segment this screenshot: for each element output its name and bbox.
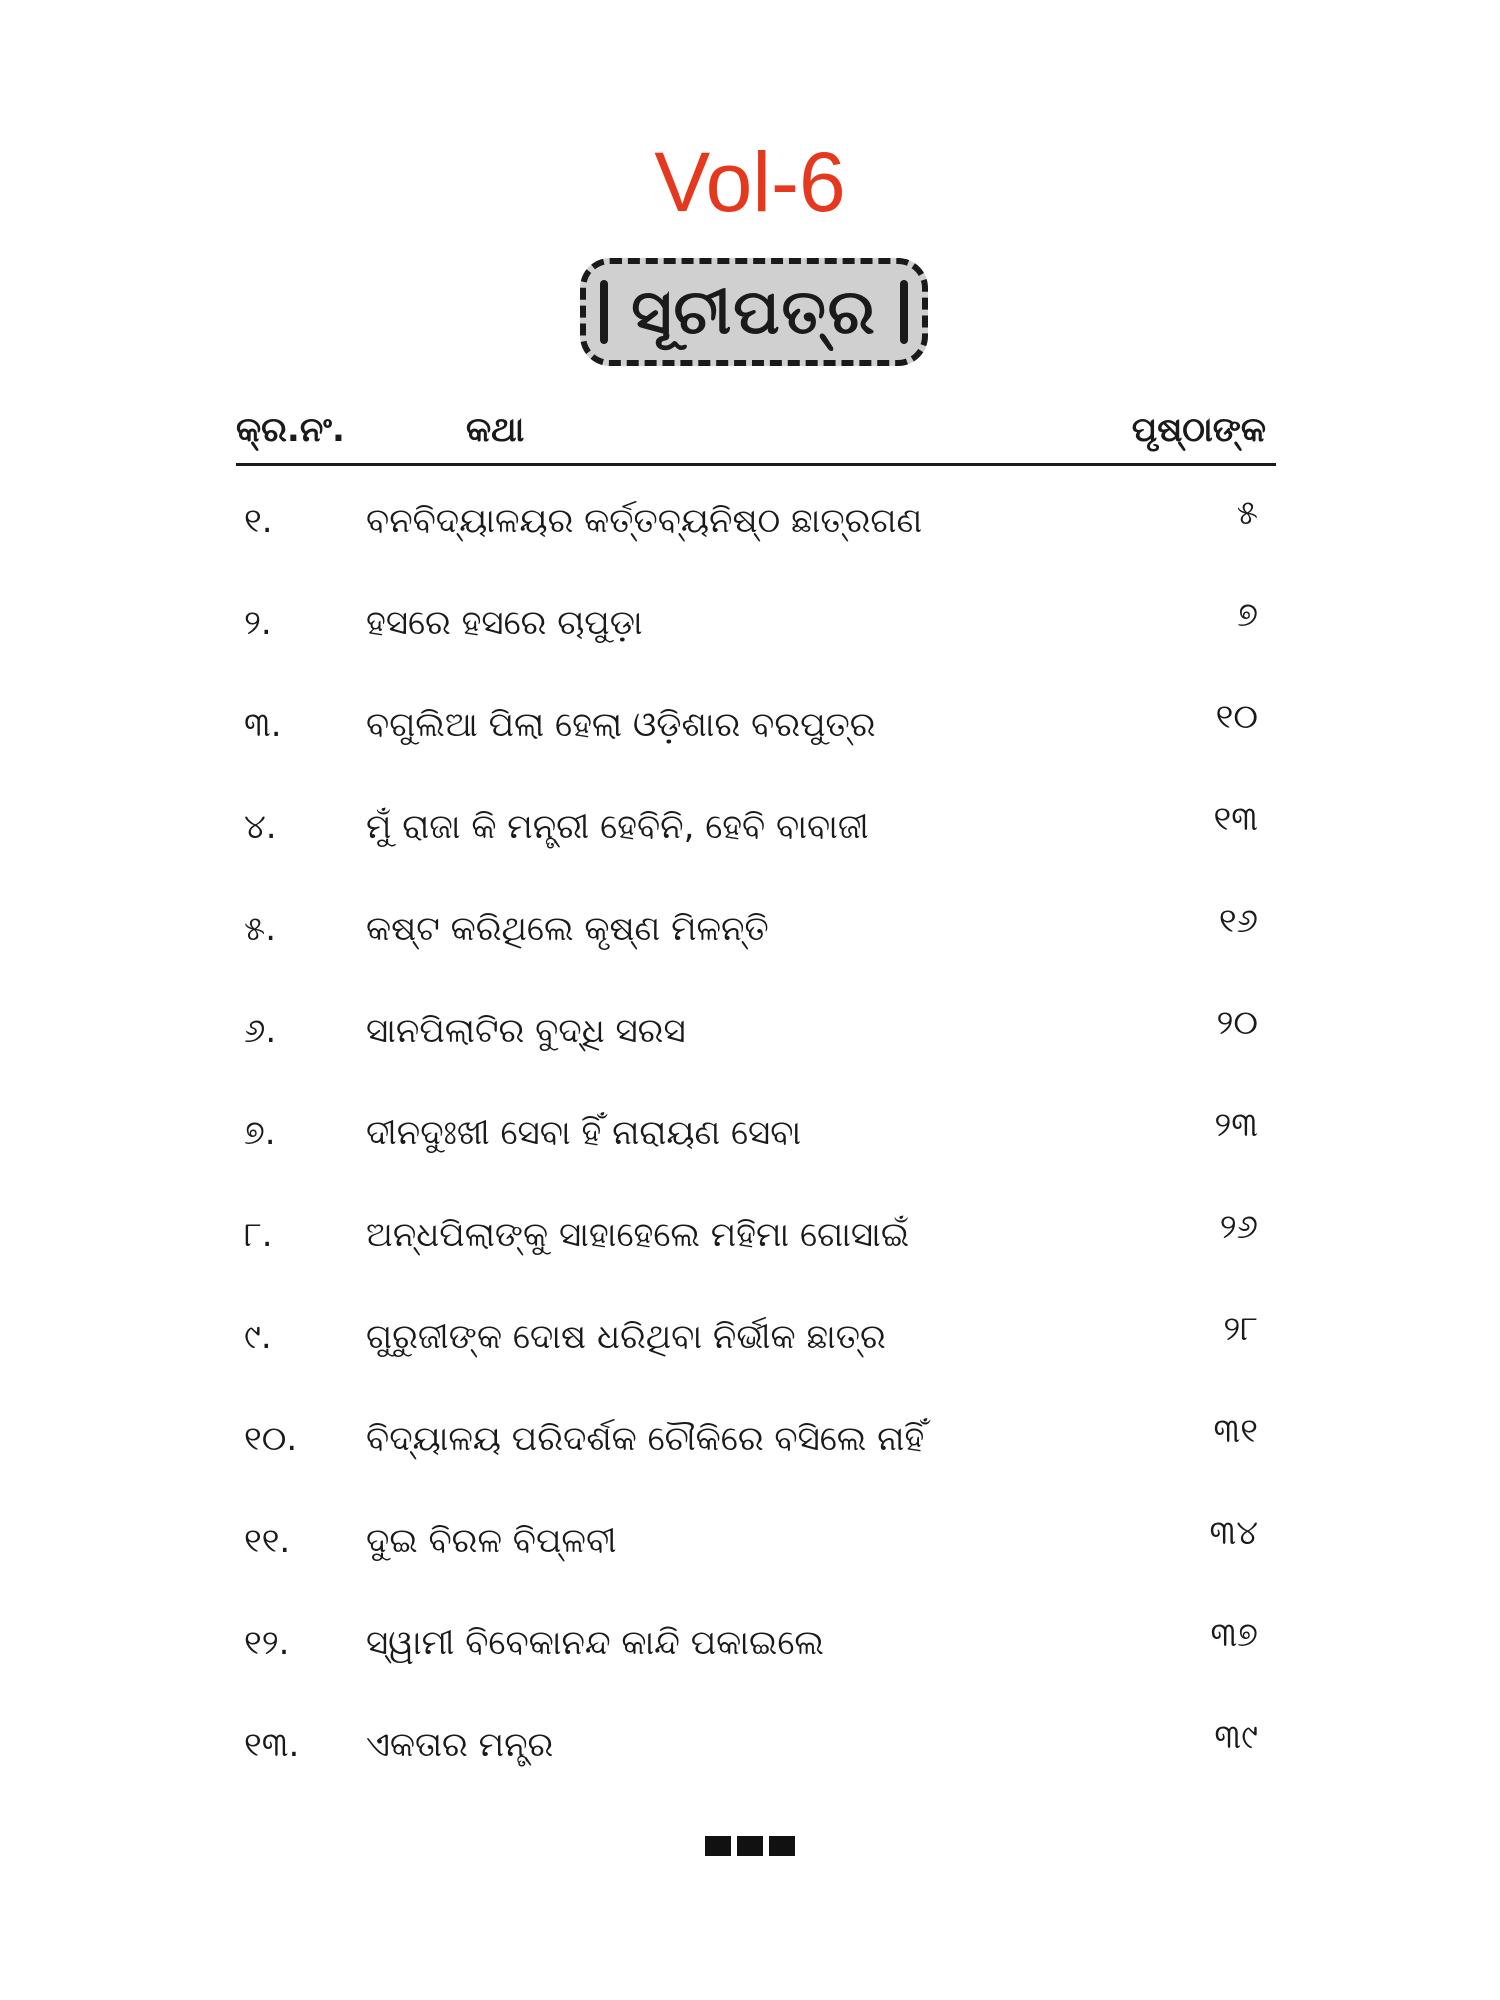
- entry-page: ୧୦: [1215, 697, 1258, 737]
- entry-title: ଗୁରୁଜୀଙ୍କ ଦୋଷ ଧରିଥିବା ନିର୍ଭୀକ ଛାତ୍ର: [366, 1317, 886, 1357]
- list-item: [236, 572, 1276, 674]
- end-square-icon: [737, 1836, 763, 1856]
- entry-number: ୧୦.: [244, 1419, 298, 1459]
- entry-page: ୧୩: [1213, 799, 1258, 839]
- entry-number: ୩.: [244, 705, 282, 745]
- entry-number: ୯.: [244, 1317, 272, 1357]
- list-item: [236, 1184, 1276, 1286]
- entry-number: ୧.: [244, 501, 273, 541]
- entry-number: ୭.: [244, 1113, 276, 1153]
- list-item: [236, 1490, 1276, 1592]
- entry-title: ବିଦ୍ୟାଳୟ ପରିଦର୍ଶକ ଚୌକିରେ ବସିଲେ ନାହିଁ: [366, 1419, 925, 1459]
- list-item: [236, 1388, 1276, 1490]
- list-item: [236, 878, 1276, 980]
- story-column-header: କଥା: [466, 410, 525, 450]
- entry-page: ୧୬: [1218, 901, 1258, 941]
- list-item: [236, 1694, 1276, 1796]
- contents-title-box: [580, 258, 928, 366]
- end-square-icon: [769, 1836, 795, 1856]
- list-item: [236, 1286, 1276, 1388]
- table-header: [236, 410, 1276, 460]
- entry-title: ସାନପିଲାଟିର ବୁଦ୍ଧି ସରସ: [366, 1011, 686, 1051]
- entry-title: ମୁଁ ରାଜା କି ମନ୍ତ୍ରୀ ହେବିନି, ହେବି ବାବାଜୀ: [366, 807, 869, 847]
- entry-number: ୪.: [244, 807, 277, 847]
- entry-number: ୮.: [244, 1215, 273, 1255]
- list-item: [236, 674, 1276, 776]
- title-bracket-right: [900, 280, 908, 344]
- entry-title: ଦୀନଦୁଃଖୀ ସେବା ହିଁ ନାରାୟଣ ସେବା: [366, 1113, 802, 1153]
- end-of-list-marker: [0, 1836, 1500, 1856]
- entry-page: ୨୬: [1219, 1207, 1258, 1247]
- contents-title: ସୂଚୀପତ୍ର: [631, 275, 877, 348]
- entry-number: ୧୧.: [244, 1521, 291, 1561]
- list-item: [236, 470, 1276, 572]
- entry-page: ୩୯: [1214, 1717, 1258, 1757]
- serial-column-header: କ୍ର.ନଂ.: [236, 410, 345, 450]
- contents-list: [236, 470, 1276, 1796]
- entry-number: ୬.: [244, 1011, 277, 1051]
- list-item: [236, 980, 1276, 1082]
- entry-page: ୨୩: [1214, 1105, 1258, 1145]
- end-square-icon: [705, 1836, 731, 1856]
- entry-title: ଏକତାର ମନ୍ତ୍ର: [366, 1725, 554, 1765]
- entry-page: ୩୧: [1213, 1411, 1258, 1451]
- entry-number: ୧୨.: [244, 1623, 290, 1663]
- entry-title: ବଗୁଲିଆ ପିଲା ହେଲା ଓଡ଼ିଶାର ବରପୁତ୍ର: [366, 705, 876, 745]
- entry-page: ୩୭: [1210, 1615, 1258, 1655]
- page-column-header: ପୃଷ୍ଠାଙ୍କ: [1131, 410, 1266, 450]
- entry-title: ଅନ୍ଧପିଲାଙ୍କୁ ସାହାହେଲେ ମହିମା ଗୋସାଇଁ: [366, 1215, 910, 1255]
- entry-page: ୨୦: [1216, 1003, 1258, 1043]
- list-item: [236, 1592, 1276, 1694]
- entry-number: ୧୩.: [244, 1725, 300, 1765]
- entry-title: ହସରେ ହସରେ ଚାପୁଡ଼ା: [366, 603, 643, 643]
- entry-page: ୨୮: [1223, 1309, 1258, 1349]
- entry-page: ୫: [1236, 493, 1258, 533]
- list-item: [236, 1082, 1276, 1184]
- entry-number: ୫.: [244, 909, 277, 949]
- entry-page: ୭: [1237, 595, 1258, 635]
- entry-title: ବନବିଦ୍ୟାଳୟର କର୍ତ୍ତବ୍ୟନିଷ୍ଠ ଛାତ୍ରଗଣ: [366, 501, 923, 541]
- entry-title: ସ୍ୱାମୀ ବିବେକାନନ୍ଦ କାନ୍ଦି ପକାଇଲେ: [366, 1623, 824, 1663]
- entry-number: ୨.: [244, 603, 272, 643]
- volume-label: Vol-6: [654, 135, 846, 229]
- title-bracket-left: [600, 280, 608, 344]
- entry-title: ଦୁଇ ବିରଳ ବିପ୍ଳବୀ: [366, 1521, 617, 1561]
- header-divider: [236, 463, 1276, 466]
- entry-page: ୩୪: [1209, 1513, 1258, 1553]
- list-item: [236, 776, 1276, 878]
- entry-title: କଷ୍ଟ କରିଥିଲେ କୃଷ୍ଣ ମିଳନ୍ତି: [366, 909, 769, 949]
